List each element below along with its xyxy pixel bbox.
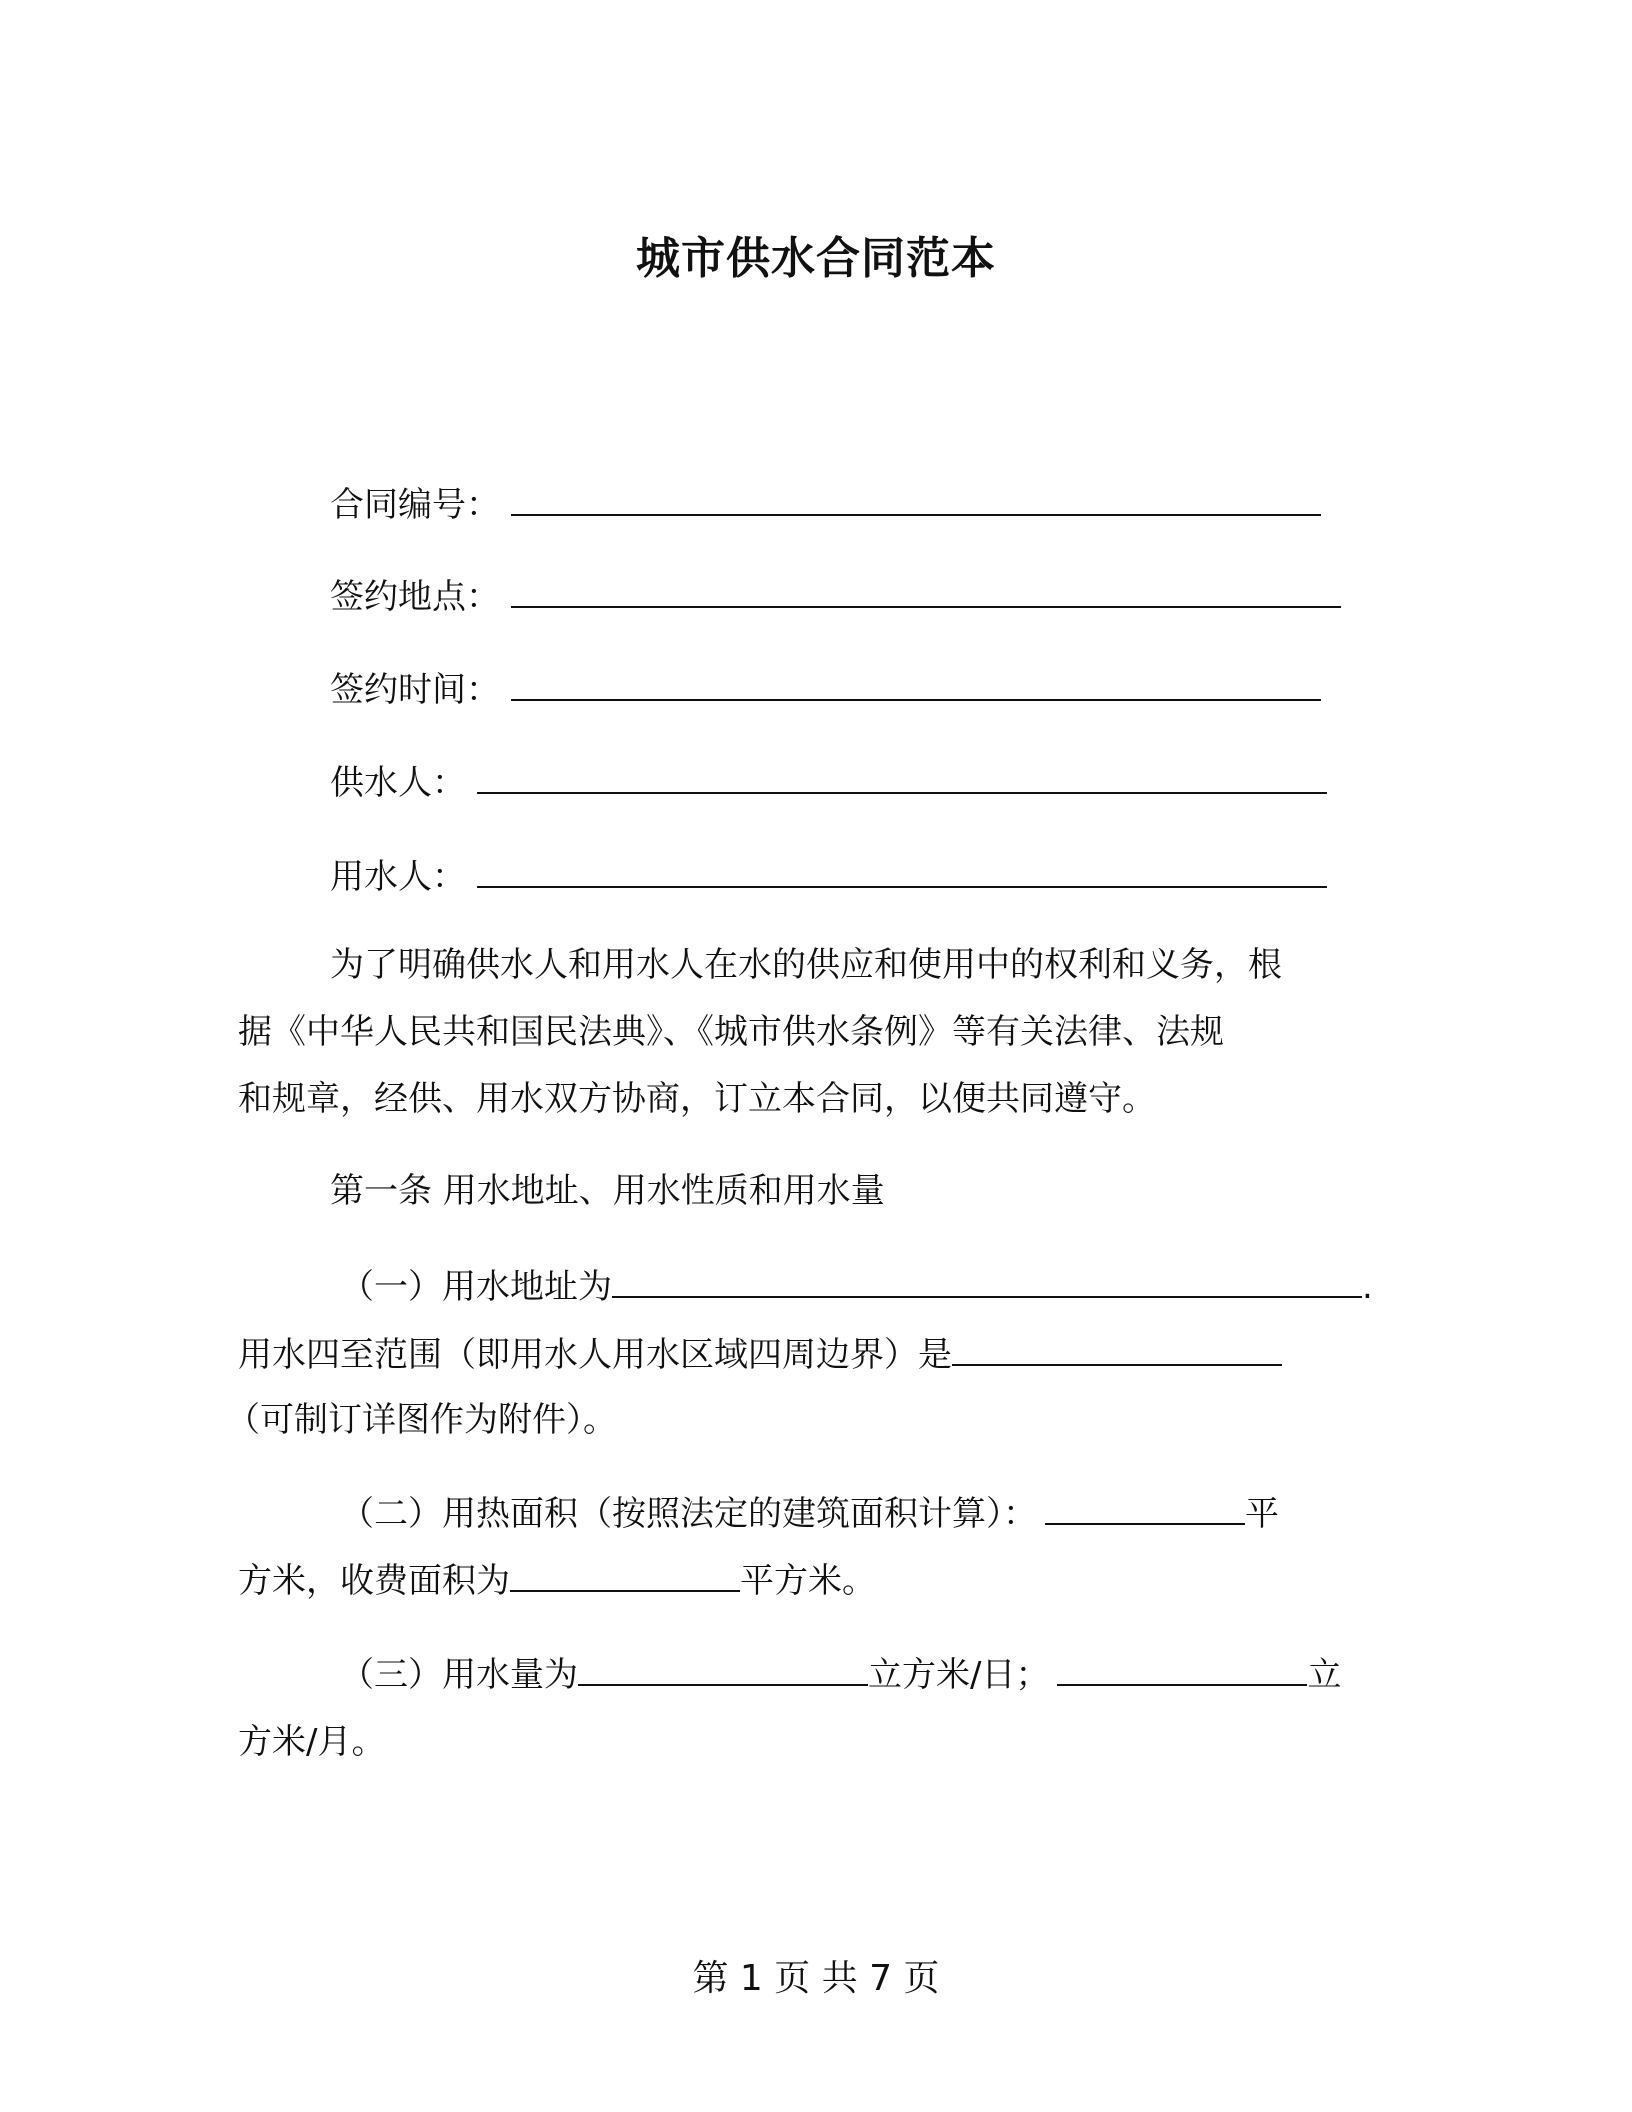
fill-blank	[1057, 1658, 1307, 1686]
signing-time-field	[330, 670, 1321, 710]
field-label: 签约时间：	[330, 670, 500, 710]
item-text: 平方米。	[740, 1561, 876, 1601]
item-2-line-2	[238, 1561, 876, 1601]
item-text: 立	[1307, 1655, 1342, 1695]
fill-blank	[578, 1658, 868, 1686]
intro-line: 为了明确供水人和用水人在水的供应和使用中的权利和义务，根	[330, 945, 1282, 985]
item-text: （二）用热面积（按照法定的建筑面积计算）：	[340, 1494, 1037, 1534]
intro-line: 和规章，经供、用水双方协商，订立本合同，以便共同遵守。	[238, 1079, 1156, 1119]
item-1-line-2	[238, 1335, 1282, 1375]
fill-blank	[1045, 1497, 1245, 1525]
document-title: 城市供水合同范本	[636, 233, 996, 284]
item-3-line-2: 方米/月。	[238, 1722, 386, 1762]
fill-blank	[511, 673, 1321, 701]
signing-location-field	[330, 577, 1341, 617]
item-text: （三）用水量为	[340, 1655, 578, 1695]
water-supplier-field	[330, 763, 1327, 803]
item-3-line-1	[340, 1655, 1342, 1695]
field-label: 用水人：	[330, 857, 466, 897]
fill-blank	[612, 1270, 1362, 1298]
item-text: 用水四至范围（即用水人用水区域四周边界）是	[238, 1335, 952, 1375]
field-label: 合同编号：	[330, 485, 500, 525]
fill-blank	[511, 488, 1321, 516]
article-heading: 第一条 用水地址、用水性质和用水量	[330, 1171, 885, 1211]
item-text: （一）用水地址为	[340, 1267, 612, 1307]
contract-number-field	[330, 485, 1321, 525]
item-text: .	[1362, 1267, 1373, 1307]
item-1-line-1	[340, 1267, 1373, 1307]
fill-blank	[510, 1564, 740, 1592]
fill-blank	[477, 860, 1327, 888]
field-label: 供水人：	[330, 763, 466, 803]
intro-line: 据《中华人民共和国民法典》、《城市供水条例》等有关法律、法规	[238, 1012, 1224, 1052]
water-user-field	[330, 857, 1327, 897]
item-text: 方米，收费面积为	[238, 1561, 510, 1601]
page-footer: 第 1 页 共 7 页	[692, 1958, 940, 1999]
fill-blank	[477, 766, 1327, 794]
field-label: 签约地点：	[330, 577, 500, 617]
fill-blank	[952, 1338, 1282, 1366]
item-1-line-3: （可制订详图作为附件）。	[226, 1400, 617, 1440]
fill-blank	[511, 580, 1341, 608]
item-text: 立方米/日；	[868, 1655, 1050, 1695]
item-2-line-1	[340, 1494, 1279, 1534]
item-text: 平	[1245, 1494, 1279, 1534]
